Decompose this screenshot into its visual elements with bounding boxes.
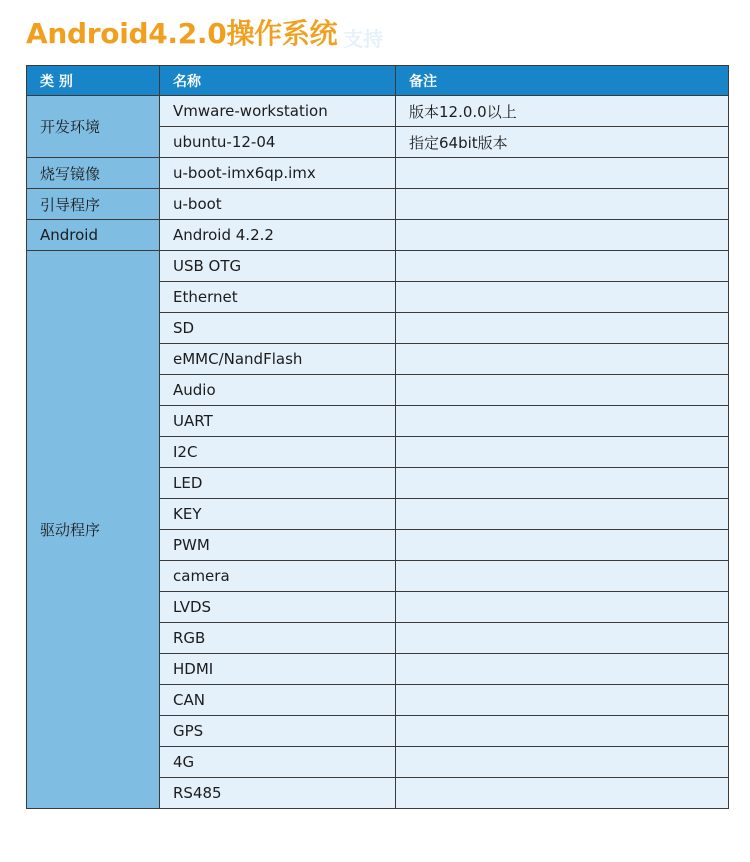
page-title [26,10,383,54]
name-cell: Ethernet [160,282,396,313]
note-cell [396,716,729,747]
table-row [27,251,729,282]
category-cell: Android [27,220,160,251]
category-cell: 烧写镜像 [27,158,160,189]
table-row [27,220,729,251]
header-row [27,66,729,96]
note-cell [396,685,729,716]
note-cell [396,437,729,468]
category-cell: 开发环境 [27,96,160,158]
table-row [27,96,729,127]
spec-table [26,65,729,809]
category-cell: 驱动程序 [27,251,160,809]
note-cell: 版本12.0.0以上 [396,96,729,127]
note-cell [396,623,729,654]
name-cell: I2C [160,437,396,468]
table-row [27,158,729,189]
name-cell: LED [160,468,396,499]
name-cell: u-boot [160,189,396,220]
name-cell: CAN [160,685,396,716]
name-cell: ubuntu-12-04 [160,127,396,158]
note-cell [396,499,729,530]
note-cell [396,282,729,313]
title-main-text: Android4.2.0操作系统 [26,17,338,50]
name-cell: KEY [160,499,396,530]
name-cell: RGB [160,623,396,654]
name-cell: camera [160,561,396,592]
note-cell [396,251,729,282]
note-cell: 指定64bit版本 [396,127,729,158]
name-cell: 4G [160,747,396,778]
header-category: 类 别 [27,66,160,96]
note-cell [396,778,729,809]
note-cell [396,189,729,220]
spec-table-body [27,96,729,809]
title-faded-text: 支持 [343,27,384,51]
header-note: 备注 [396,66,729,96]
note-cell [396,654,729,685]
name-cell: UART [160,406,396,437]
note-cell [396,468,729,499]
category-cell: 引导程序 [27,189,160,220]
name-cell: LVDS [160,592,396,623]
name-cell: u-boot-imx6qp.imx [160,158,396,189]
note-cell [396,220,729,251]
note-cell [396,158,729,189]
name-cell: eMMC/NandFlash [160,344,396,375]
name-cell: GPS [160,716,396,747]
note-cell [396,747,729,778]
spec-table-header [27,66,729,96]
note-cell [396,530,729,561]
name-cell: PWM [160,530,396,561]
note-cell [396,406,729,437]
note-cell [396,561,729,592]
name-cell: Android 4.2.2 [160,220,396,251]
note-cell [396,344,729,375]
note-cell [396,313,729,344]
name-cell: RS485 [160,778,396,809]
note-cell [396,375,729,406]
note-cell [396,592,729,623]
name-cell: SD [160,313,396,344]
header-name: 名称 [160,66,396,96]
table-row [27,189,729,220]
name-cell: Vmware-workstation [160,96,396,127]
name-cell: USB OTG [160,251,396,282]
name-cell: HDMI [160,654,396,685]
name-cell: Audio [160,375,396,406]
